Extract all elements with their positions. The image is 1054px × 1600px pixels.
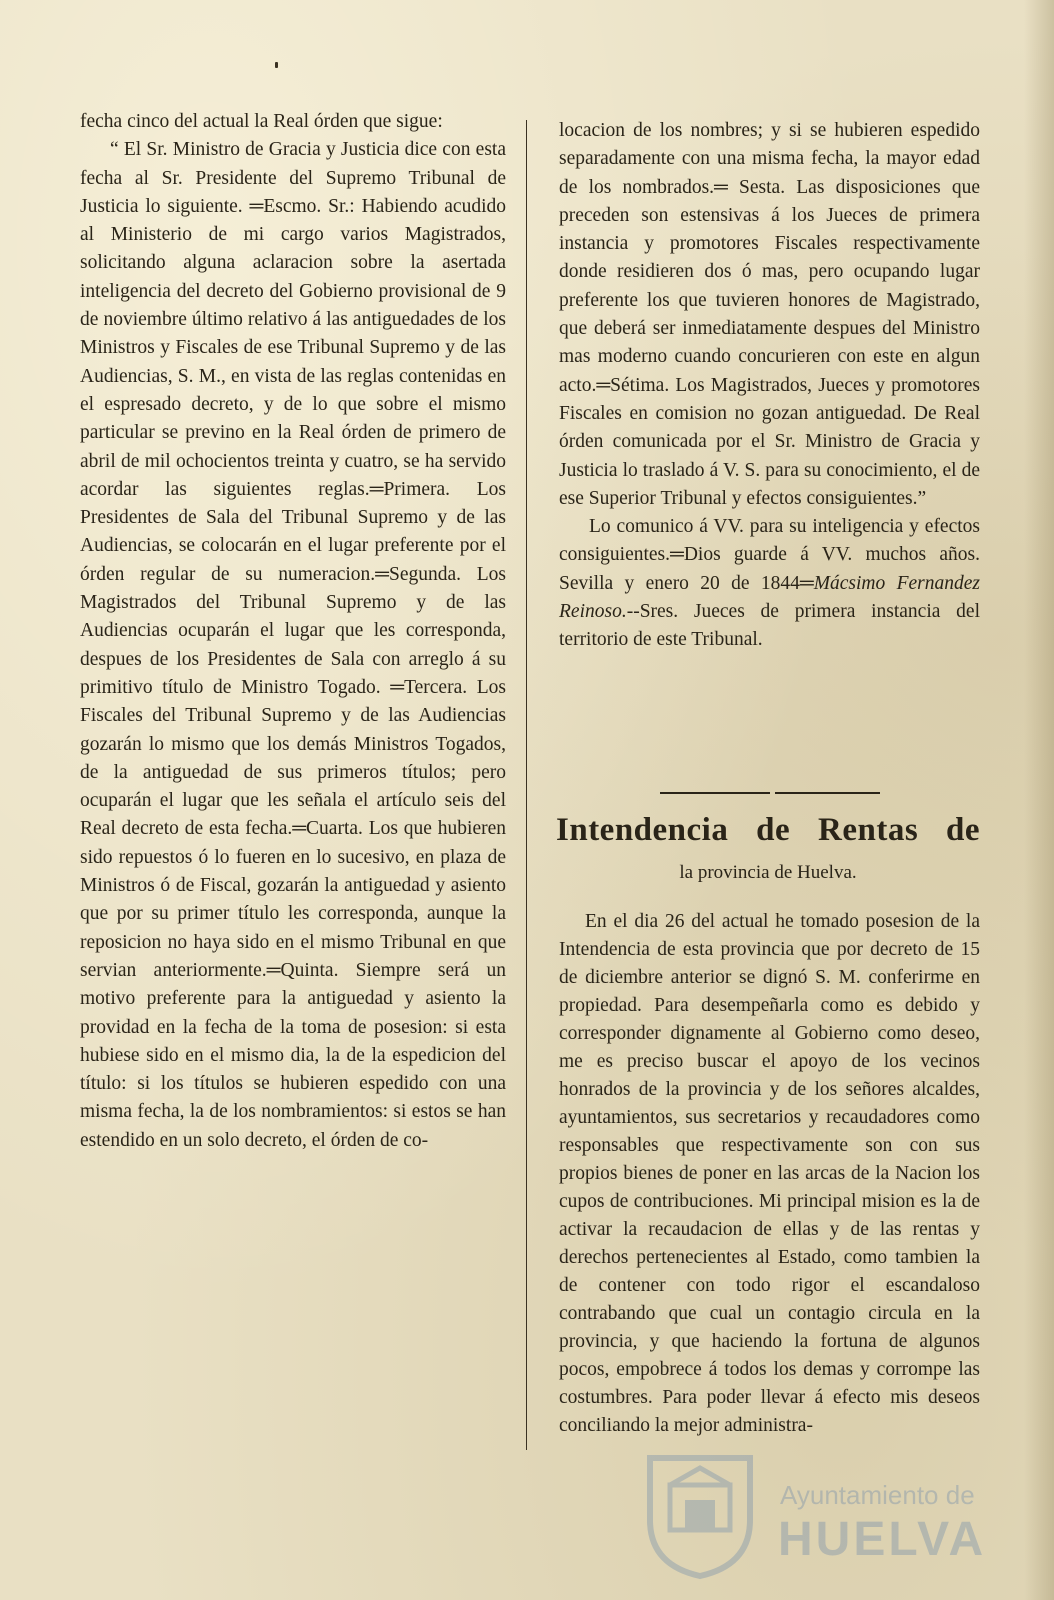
section-heading: Intendencia de Rentas de <box>556 812 980 848</box>
right-column <box>559 117 980 655</box>
signature-addressees: --Sres. Jueces de primera instancia del territorio de este Tribunal. <box>559 601 980 651</box>
left-paragraph-1: fecha cinco del actual la Real órden que sigue: <box>80 111 443 132</box>
right-paragraph-1: locacion de los nombres; y si se hubieren espedido separadamente con una misma fecha, la mayor edad de los nombrados.═ Sesta. Las disposiciones que preceden son estensivas á los Jueces de primera instancia y promotores Fiscales respectivamente donde residieren dos ó mas, pero ocupando lugar preferente los que tuvieren honores de Magistrado, que deberá ser inmediatamente despues del Ministro mas moderno cuando concurieren con este en algun acto.═Sétima. Los Magistrados, Jueces y promotores Fiscales en comision no gozan antiguedad. De Real órden comunicada por el Sr. Ministro de Gracia y Justicia lo traslado á V. S. para su conocimiento, el de ese Superior Tribunal y efectos consiguientes.” <box>559 120 980 509</box>
ink-speck <box>275 62 278 68</box>
archive-watermark <box>640 1450 987 1580</box>
right-paragraph-2-text: Lo comunico á VV. para su inteligencia y efectos consiguientes.═Dios guarde á VV. muchos años. Sevilla y enero 20 de 1844═ <box>559 516 980 594</box>
section-body: En el dia 26 del actual he tomado posesion de la Intendencia de esta provincia que por decreto de 15 de diciembre anterior se dignó S. M. conferirme en propiedad. Para desempeñarla como es debido y corresponder dignamente al Gobierno como deseo, me es preciso buscar el apoyo de los vecinos honrados de la provincia y de los señores alcaldes, ayuntamientos, sus secretarios y recaudadores como responsables que respectivamente son con sus propios bienes de poner en las arcas de la Nacion los cupos de contribuciones. Mi principal mision es la de activar la recaudacion de ellas y de las rentas y derechos pertenecientes al Estado, como tambien la de contener con todo rigor el escandaloso contrabando que cual un contagio circula en la provincia, y que haciendo la fortuna de algunos pocos, empobrece á todos los demas y corrompe las costumbres. Para poder llevar á efecto mis deseos conciliando la mejor administra- <box>559 911 980 1436</box>
left-paragraph-2: “ El Sr. Ministro de Gracia y Justicia dice con esta fecha al Sr. Presidente del Supremo Tribunal de Justicia lo siguiente. ═Escmo. Sr.: Habiendo acudido al Ministerio de mi cargo varios Magistrados, solicitando alguna aclaracion sobre la asertada inteligencia del decreto del Gobierno provisional de 9 de noviembre último relativo á las antiguedades de los Ministros y Fiscales de ese Tribunal Supremo y de las Audiencias, S. M., en vista de las reglas contenidas en el espresado decreto, y de lo que sobre el mismo particular se previno en la Real órden de primero de abril de mil ochocientos treinta y cuatro, se ha servido acordar las siguientes reglas.═Primera. Los Presidentes de Sala del Tribunal Supremo y de las Audiencias, se colocarán en el lugar preferente por el órden regular de su numeracion.═Segunda. Los Magistrados del Tribunal Supremo y de las Audiencias ocuparán el lugar que les corresponda, despues de los Presidentes de Sala con arreglo á su primitivo título de Ministro Togado. ═Tercera. Los Fiscales del Tribunal Supremo y de las Audiencias gozarán lo mismo que los demás Ministros Togados, de la antiguedad de sus primeros títulos; pero ocuparán el lugar que les señala el artículo seis del Real decreto de esta fecha.═Cuarta. Los que hubieren sido repuestos ó lo fueren en lo sucesivo, en plaza de Ministros ó de Fiscal, gozarán la antiguedad y asiento que por su primer título les corresponda, aunque la reposicion no haya sido en el mismo Tribunal en que servian anteriormente.═Quinta. Siempre será un motivo preferente para la antiguedad y asiento la providad en la fecha de la toma de posesion: si esta hubiese sido en el mismo dia, la de la espedicion del título: si los títulos se hubieren espedido con una misma fecha, la de los nombramientos: si estos se han estendido en un solo decreto, el órden de co- <box>80 139 506 1151</box>
watermark-line-1: Ayuntamiento de <box>780 1480 975 1510</box>
signature-name: Mácsimo Fernandez Reinoso. <box>559 572 980 623</box>
page-edge-shadow <box>1024 0 1054 1600</box>
column-divider <box>526 120 527 1450</box>
section-subheading: la provincia de Huelva. <box>679 862 857 883</box>
watermark-line-2: HUELVA <box>778 1513 987 1566</box>
left-column <box>80 108 506 1155</box>
section-rule-left <box>660 792 770 794</box>
right-paragraph-2 <box>559 513 980 654</box>
shield-icon <box>640 1450 760 1580</box>
section-rule-right <box>775 792 880 794</box>
